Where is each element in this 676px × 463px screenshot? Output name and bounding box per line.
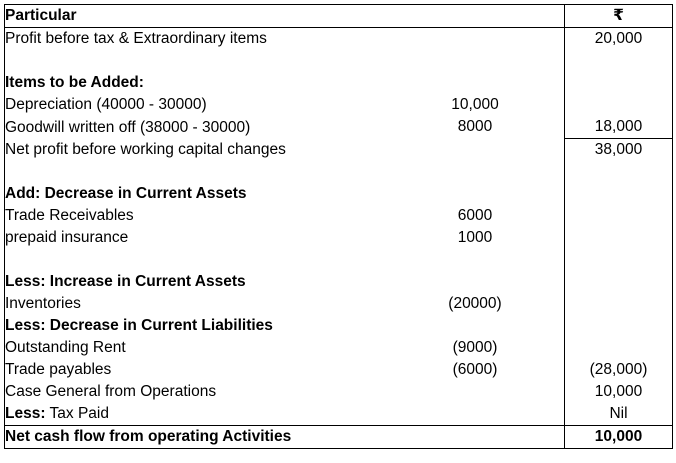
table-row <box>5 205 673 227</box>
cash-flow-table <box>4 4 673 449</box>
table-row <box>5 359 673 381</box>
total-label: Net cash flow from operating Activities <box>5 428 292 445</box>
row-sub-amount: (9000) <box>452 339 498 356</box>
header-row <box>5 5 673 28</box>
table-row <box>5 315 673 337</box>
table-row <box>5 403 673 426</box>
row-amount: 38,000 <box>565 139 673 162</box>
spacer-row <box>5 161 673 183</box>
row-sub-amount: 6000 <box>457 207 493 224</box>
row-amount: (28,000) <box>565 359 673 381</box>
table-row <box>5 72 673 94</box>
row-label: Trade Receivables <box>5 207 134 224</box>
table-row <box>5 271 673 293</box>
particular-header: Particular <box>5 5 565 28</box>
row-sub-amount: (6000) <box>452 361 498 378</box>
table-row <box>5 94 673 116</box>
table-row <box>5 116 673 139</box>
row-label-prefix: Less: <box>5 405 46 422</box>
spacer-row <box>5 249 673 271</box>
row-label: prepaid insurance <box>5 229 129 246</box>
table-row <box>5 28 673 51</box>
section-heading: Less: Decrease in Current Liabilities <box>5 317 273 334</box>
row-label: Outstanding Rent <box>5 339 126 356</box>
table-row <box>5 139 673 162</box>
section-heading: Items to be Added: <box>5 74 144 91</box>
currency-header: ₹ <box>565 5 673 28</box>
row-label: Inventories <box>5 295 81 312</box>
row-amount: 20,000 <box>565 28 673 51</box>
row-label: Goodwill written off (38000 - 30000) <box>5 118 251 136</box>
row-sub-amount: (20000) <box>448 295 502 312</box>
table-row <box>5 337 673 359</box>
table-row <box>5 293 673 315</box>
row-sub-amount: 1000 <box>457 229 493 246</box>
row-label: Depreciation (40000 - 30000) <box>5 96 207 113</box>
spacer-row <box>5 50 673 72</box>
total-row <box>5 426 673 449</box>
row-amount: 10,000 <box>565 381 673 403</box>
row-sub-amount: 8000 <box>457 118 493 135</box>
row-label: Trade payables <box>5 361 112 378</box>
row-label: Case General from Operations <box>5 383 217 400</box>
row-label: Tax Paid <box>45 405 109 422</box>
row-label: Profit before tax & Extraordinary items <box>5 30 267 47</box>
total-amount: 10,000 <box>565 426 673 449</box>
row-sub-amount: 10,000 <box>451 96 499 113</box>
table-row <box>5 227 673 249</box>
table-row <box>5 381 673 403</box>
row-amount: 18,000 <box>565 116 673 139</box>
section-heading: Add: Decrease in Current Assets <box>5 185 247 202</box>
row-label: Net profit before working capital changes <box>5 141 286 158</box>
row-amount: Nil <box>565 403 673 426</box>
table-row <box>5 183 673 205</box>
section-heading: Less: Increase in Current Assets <box>5 273 246 290</box>
